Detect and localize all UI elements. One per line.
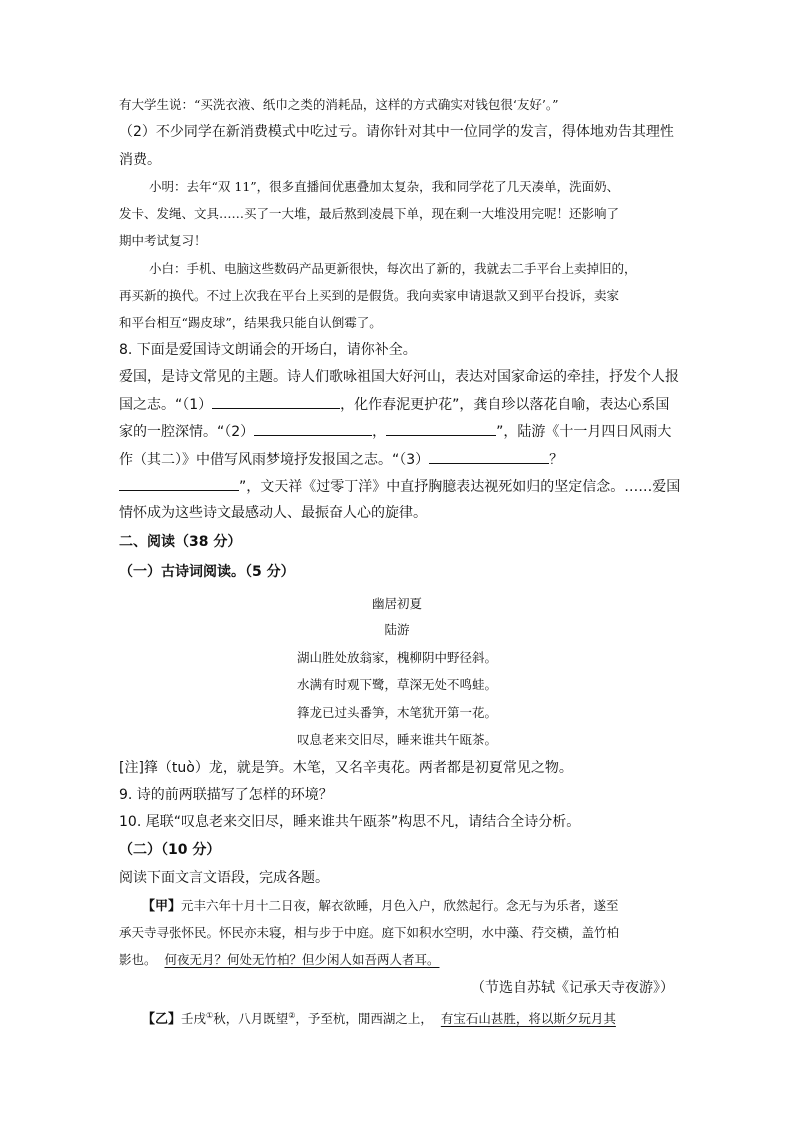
text-segment: 元丰六年十月十二日夜，解衣欲睡，月色入户，欣然起行。念无与为乐者，遂至 [181,898,619,913]
answer-blank-1[interactable] [212,394,340,409]
underlined-sentence: 何夜无月？何处无竹柏？但少闲人如吾两人者耳。 [164,952,440,967]
text-segment: 国之志。“（1） [119,397,213,413]
section-heading: 二、阅读（38 分） [119,534,242,550]
poem-author: 陆游 [384,622,410,637]
passage-label: 【乙】 [142,1012,182,1028]
passage-jia [142,896,619,917]
text-line: 再买新的换代。不过上次我在平台上买到的是假货。我向卖家申请退款又到平台投诉，卖家 [119,288,620,303]
text-line: 情怀成为这些诗文最感动人、最振奋人心的旋律。 [119,505,427,521]
text-segment: ，予至杭，閒西湖之上， [295,1011,433,1027]
text-segment: ？ [549,452,564,468]
text-line [119,421,671,442]
question-10: 10. 尾联“叹息老来交旧尽，睡来谁共午瓯茶”构思不凡，请结合全诗分析。 [119,814,581,830]
subsection-heading: （一）古诗词阅读。（5 分） [119,564,295,580]
text-segment: 影也。 [119,952,157,967]
text-line: 有大学生说：“买洗衣液、纸巾之类的消耗品，这样的方式确实对钱包很‘友好’。” [119,97,559,112]
text-line: 期中考试复习！ [119,233,207,248]
text-line: 爱国，是诗文常见的主题。诗人们歌咏祖国大好河山，表达对国家命运的牵挂，抒发个人报 [119,369,679,385]
text-segment: 壬戌 [181,1011,207,1027]
passage-label: 【甲】 [142,899,182,914]
instruction: 阅读下面文言文语段，完成各题。 [119,870,329,886]
text-segment: 秋，八月既望 [213,1011,289,1027]
text-line [119,394,669,415]
poem-line: 水满有时观下鹭，草深无处不鸣蛙。 [296,677,497,692]
passage-yi [142,1006,616,1030]
text-segment: ， [372,424,387,440]
student-xiaoming: 小明：去年“双 11”，很多直播间优惠叠加太复杂，我和同学花了几天凑单，洗面奶、 [149,179,620,194]
question-9: 9. 诗的前两联描写了怎样的环境？ [119,787,333,803]
text-segment: 家的一腔深情。“（2） [119,424,255,440]
student-xiaobai: 小白：手机、电脑这些数码产品更新很快，每次出了新的，我就去二手平台上卖掉旧的， [149,261,637,276]
source-citation: （节选自苏轼《记承天寺夜游》） [471,980,674,996]
answer-blank-3b[interactable] [119,476,239,491]
poem-note: [注]箨（tuò）龙，就是笋。木笔，又名辛夷花。两者都是初夏常见之物。 [119,760,573,776]
answer-blank-2a[interactable] [254,421,372,436]
question-8: 8. 下面是爱国诗文朗诵会的开场白，请你补全。 [119,342,417,358]
text-segment: ”，陆游《十一月四日风雨大 [496,424,672,440]
text-line: 和平台相互“踢皮球”，结果我只能自认倒霉了。 [119,315,382,330]
poem-title: 幽居初夏 [371,596,422,611]
answer-blank-2b[interactable] [386,421,496,436]
answer-blank-3a[interactable] [429,449,549,464]
text-segment: 作（其二）》中借写风雨梦境抒发报国之志。“（3） [119,452,430,468]
poem-line: 湖山胜处放翁家，槐柳阴中野径斜。 [296,650,497,665]
footnote-marker: ① [206,1011,214,1020]
text-line [119,950,439,970]
text-line: 消费。 [119,152,161,168]
text-segment: ，化作春泥更护花”，龚自珍以落花自喻，表达心系国 [340,397,670,413]
underlined-sentence: 有宝石山甚胜，将以斯夕玩月其 [440,1011,616,1027]
poem-line: 叹息老来交旧尽，睡来谁共午瓯茶。 [296,732,497,747]
text-line: 发卡、发绳、文具……买了一大堆，最后熬到凌晨下单，现在剩一大堆没用完呢！还影响了 [119,206,620,221]
footnote-marker: ② [288,1011,296,1020]
text-line [119,449,563,470]
subsection-heading: （二）（10 分） [119,842,221,858]
text-line [119,476,680,497]
text-line: 承天寺寻张怀民。怀民亦未寝，相与步于中庭。庭下如积水空明，水中藻、荇交横，盖竹柏 [119,925,620,940]
poem-line: 箨龙已过头番笋，木笔犹开第一花。 [296,705,497,720]
text-segment: ”，文天祥《过零丁洋》中直抒胸臆表达视死如归的坚定信念。……爱国 [239,479,681,495]
question-7-2: （2）不少同学在新消费模式中吃过亏。请你针对其中一位同学的发言，得体地劝告其理性 [119,124,674,140]
